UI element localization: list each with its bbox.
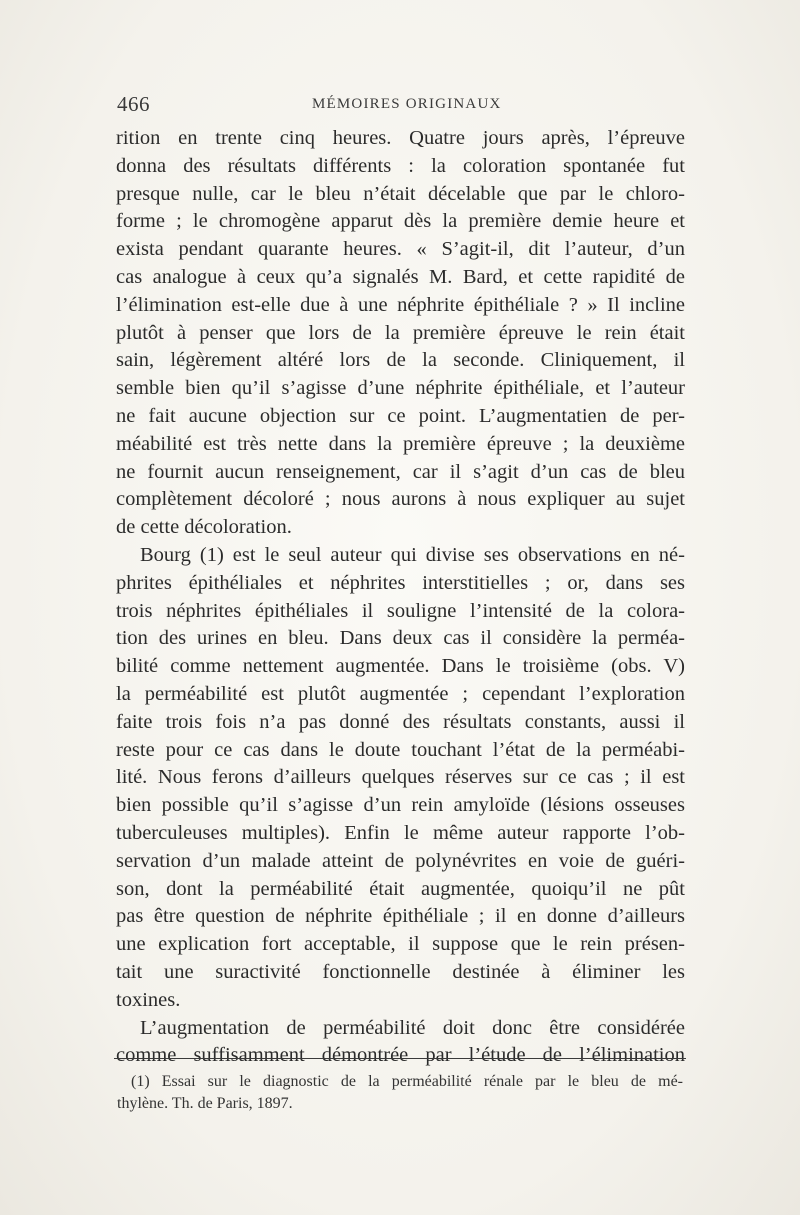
text-line: sain, légèrement altéré lors de la seconde. Cliniquement, il: [116, 349, 685, 372]
footnotes: [117, 1071, 683, 1115]
text-line: tuberculeuses multiples). Enfin le même auteur rapporte l’ob-: [116, 821, 685, 844]
body-text: [116, 125, 685, 1070]
footnote-line: (1) Essai sur le diagnostic de la perméabilité rénale par le bleu de mé-: [131, 1073, 683, 1090]
running-head: [117, 92, 687, 122]
text-line: plutôt à penser que lors de la première épreuve le rein était: [116, 321, 685, 344]
text-line: trois néphrites épithéliales il souligne l’intensité de la colora-: [116, 599, 685, 622]
text-line: une explication fort acceptable, il suppose que le rein présen-: [116, 933, 685, 956]
text-line: forme ; le chromogène apparut dès la première demie heure et: [116, 210, 685, 233]
text-line: servation d’un malade atteint de polynévrites en voie de guéri-: [116, 849, 685, 872]
text-line: complètement décoloré ; nous aurons à nous expliquer au sujet: [116, 488, 685, 511]
running-title: MÉMOIRES ORIGINAUX: [312, 96, 502, 112]
text-line: la perméabilité est plutôt augmentée ; cependant l’exploration: [116, 682, 685, 705]
text-line: son, dont la perméabilité était augmentée, quoiqu’il ne pût: [116, 877, 685, 900]
text-line: presque nulle, car le bleu n’était décelable que par le chloro-: [116, 182, 685, 205]
text-line: rition en trente cinq heures. Quatre jours après, l’épreuve: [116, 127, 685, 149]
text-line: bien possible qu’il s’agisse d’un rein amyloïde (lésions osseuses: [116, 794, 685, 817]
text-line: faite trois fois n’a pas donné des résultats constants, aussi il: [116, 710, 685, 733]
paragraph-start-line: L’augmentation de perméabilité doit donc être considérée: [140, 1016, 685, 1039]
text-line: exista pendant quarante heures. « S’agit-il, dit l’auteur, d’un: [116, 238, 685, 261]
text-line: reste pour ce cas dans le doute touchant l’état de la perméabi-: [116, 738, 685, 761]
text-line: lité. Nous ferons d’ailleurs quelques réserves sur ce cas ; il est: [116, 766, 685, 789]
footnote-line: thylène. Th. de Paris, 1897.: [117, 1095, 293, 1112]
paragraph-start-line: Bourg (1) est le seul auteur qui divise ses observations en né-: [140, 543, 685, 566]
page-number: 466: [117, 92, 150, 116]
paragraph-end-line: de cette décoloration.: [116, 516, 292, 539]
footnote-rule: [114, 1058, 686, 1059]
text-line: ne fournit aucun renseignement, car il s’agit d’un cas de bleu: [116, 460, 685, 483]
text-line: pas être question de néphrite épithéliale ; il en donne d’ailleurs: [116, 905, 685, 928]
text-line: l’élimination est-elle due à une néphrite épithéliale ? » Il incline: [116, 293, 685, 316]
text-line: semble bien qu’il s’agisse d’une néphrite épithéliale, et l’auteur: [116, 377, 685, 400]
text-line: tait une suractivité fonctionnelle destinée à éliminer les: [116, 960, 685, 983]
text-line: phrites épithéliales et néphrites interstitielles ; or, dans ses: [116, 571, 685, 594]
text-line: comme suffisamment démontrée par l’étude de l’élimination: [116, 1044, 685, 1067]
text-line: méabilité est très nette dans la première épreuve ; la deuxième: [116, 432, 685, 455]
paragraph-end-line: toxines.: [116, 988, 181, 1011]
text-line: tion des urines en bleu. Dans deux cas il considère la perméa-: [116, 627, 685, 650]
text-line: cas analogue à ceux qu’a signalés M. Bard, et cette rapidité de: [116, 265, 685, 288]
text-line: donna des résultats différents : la coloration spontanée fut: [116, 154, 685, 177]
text-line: ne fait aucune objection sur ce point. L’augmentatien de per-: [116, 404, 685, 427]
text-line: bilité comme nettement augmentée. Dans le troisième (obs. V): [116, 655, 685, 678]
